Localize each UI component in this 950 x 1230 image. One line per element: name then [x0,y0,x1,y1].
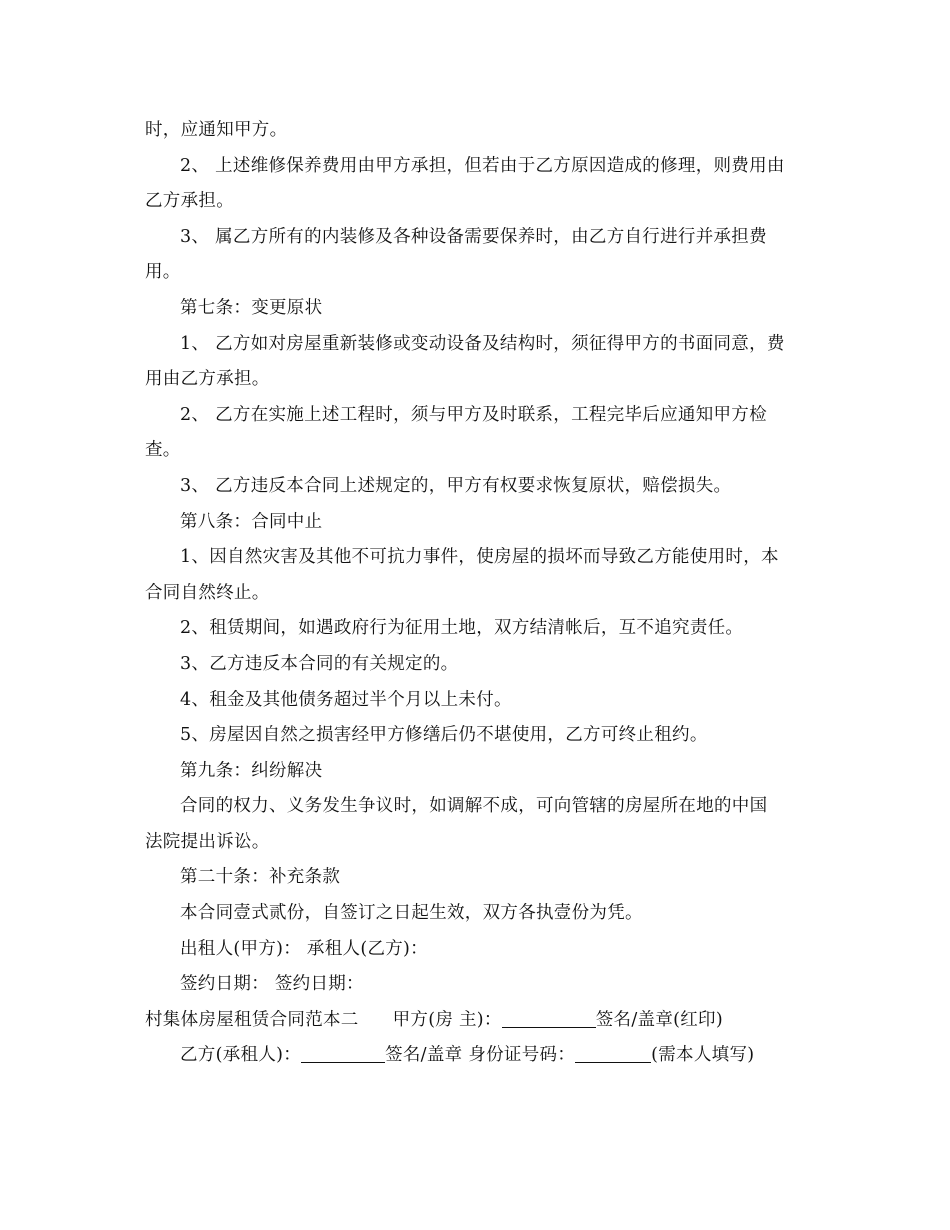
paragraph-line: 3、 乙方违反本合同上述规定的，甲方有权要求恢复原状，赔偿损失。 [180,475,732,496]
paragraph-line: 2、 上述维修保养费用由甲方承担，但若由于乙方原因造成的修理，则费用由 [180,155,785,176]
paragraph-line: 合同的权力、义务发生争议时，如调解不成，可向管辖的房屋所在地的中国 [180,796,768,817]
parties-line: 出租人(甲方)： 承租人(乙方)： [180,938,428,959]
party-a-sign-label: 签名/盖章(红印) [595,1009,723,1030]
signature-line-party-b [145,1038,810,1074]
paragraph-line: 2、 乙方在实施上述工程时，须与甲方及时联系，工程完毕后应通知甲方检 [180,404,767,425]
paragraph-line: 3、乙方违反本合同的有关规定的。 [180,653,459,674]
paragraph-line: 3、 属乙方所有的内装修及各种设备需要保养时，由乙方自行进行并承担费 [180,226,767,247]
fill-note: (需本人填写) [651,1045,755,1066]
section-heading: 第八条：合同中止 [180,511,323,532]
party-b-blank [301,1042,385,1063]
party-b-sign-label: 签名/盖章 身份证号码： [385,1045,576,1066]
paragraph-line: 2、租赁期间，如遇政府行为征用土地，双方结清帐后，互不追究责任。 [180,618,744,639]
paragraph-line: 本合同壹式贰份，自签订之日起生效，双方各执壹份为凭。 [180,903,643,924]
paragraph-line: 乙方承担。 [145,191,234,212]
signature-line-party-a [145,1003,810,1039]
paragraph-line: 1、因自然灾害及其他不可抗力事件，使房屋的损坏而导致乙方能使用时，本 [180,547,779,568]
party-b-label: 乙方(承租人)： [180,1045,302,1066]
paragraph-line: 5、房屋因自然之损害经甲方修缮后仍不堪使用，乙方可终止租约。 [180,725,708,746]
paragraph-line: 查。 [145,440,181,461]
section-heading: 第二十条：补充条款 [180,867,341,888]
signing-date-line: 签约日期： 签约日期： [180,974,364,995]
paragraph-line: 用由乙方承担。 [145,369,270,390]
paragraph-line: 合同自然终止。 [145,582,270,603]
party-a-blank [502,1007,596,1028]
paragraph-line: 1、 乙方如对房屋重新装修或变动设备及结构时，须征得甲方的书面同意，费 [180,333,785,354]
document-body [145,113,810,1074]
party-a-label: 甲方(房 主)： [392,1009,502,1030]
paragraph-line: 时，应通知甲方。 [145,120,288,140]
section-heading: 第九条：纠纷解决 [180,760,323,781]
id-number-blank [575,1042,651,1063]
paragraph-line: 4、租金及其他债务超过半个月以上未付。 [180,689,512,710]
paragraph-line: 法院提出诉讼。 [145,831,270,852]
template-title: 村集体房屋租赁合同范本二 [145,1009,359,1030]
section-heading: 第七条：变更原状 [180,297,323,318]
paragraph-line: 用。 [145,262,181,283]
